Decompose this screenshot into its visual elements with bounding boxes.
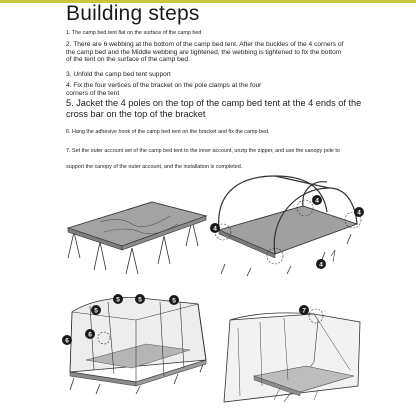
figure-camp-bed-flat (60, 190, 210, 280)
top-accent-bar (0, 0, 416, 3)
step-4-text: 4. Fix the four vertices of the bracket on the pole clamps at the four corners of the tent (66, 82, 262, 97)
marker-5-a: 5 (116, 296, 120, 304)
marker-4-a: 4 (213, 225, 217, 233)
step-5-text: 5. Jacket the 4 poles on the top of the camp bed tent at the 4 ends of the cross bar on the top of the bracket (66, 98, 362, 119)
step-2-text: 2. There are 6 webbing at the bottom of the camp bed tent. After the buckles of the 4 corners of the camp bed and the Middle webbing are tightened, the webbing is tightened to fix the bottom of the tent on the surface of the camp bed. (66, 41, 344, 64)
marker-6-b: 6 (65, 337, 69, 345)
marker-5-c: 5 (172, 297, 176, 305)
marker-4-d: 4 (319, 261, 323, 269)
figure-inner-tent (60, 290, 215, 396)
marker-6-a: 6 (88, 331, 92, 339)
step-6-text: 6. Hang the adhesive hook of the camp bed tent on the bracket and fix the camp bed. (66, 129, 270, 135)
step-7-text: 7. Set the outer account set of the camp bed tent to the inner account, unzip the zipper, and use the canopy pole to support the canopy of the outer account, and the installation is completed. (66, 148, 340, 170)
page-title: Building steps (66, 2, 200, 25)
marker-5-d: 5 (94, 307, 98, 315)
figure-outer-cover (214, 300, 364, 410)
figure-bracket-frame (205, 168, 365, 276)
step-3-text: 3. Unfold the camp bed tent support (66, 71, 171, 78)
marker-4-b: 4 (315, 197, 319, 205)
marker-4-c: 4 (357, 209, 361, 217)
marker-7: 7 (302, 307, 306, 315)
step-1-text: 1. The camp bed tent flat on the surface of the camp bed (66, 30, 202, 36)
marker-5-b: 5 (138, 296, 142, 304)
